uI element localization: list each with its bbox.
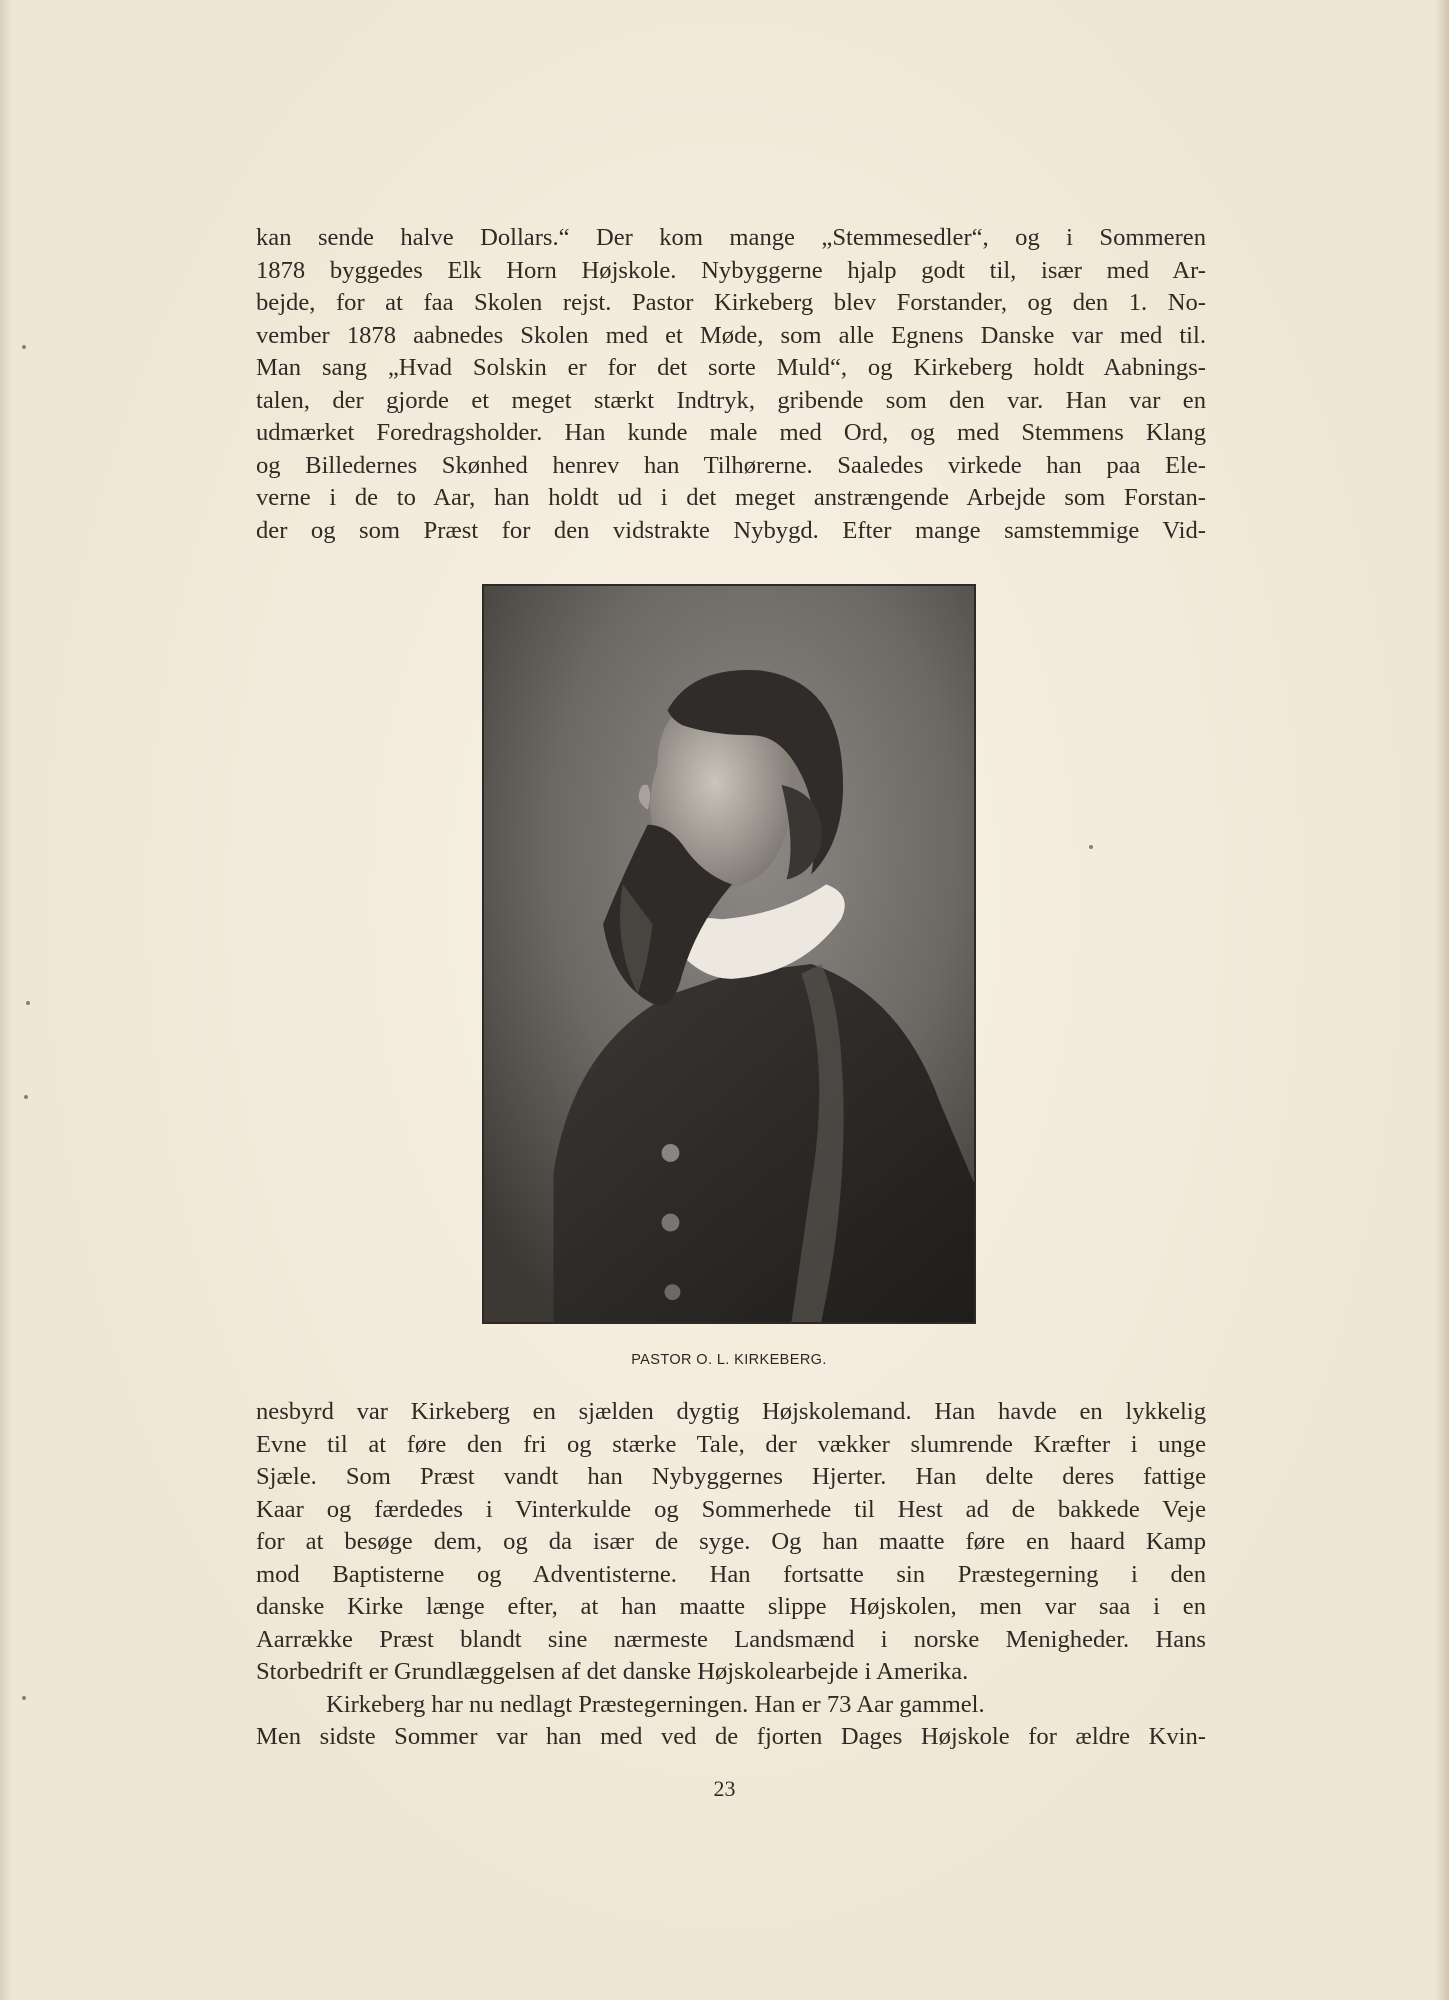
text-line: der og som Præst for den vidstrakte Nybygd. Efter mange samstemmige Vid- xyxy=(256,516,1206,544)
margin-speck xyxy=(24,1095,28,1099)
text-line: Sjæle. Som Præst vandt han Nybyggernes Hjerter. Han delte deres fattige xyxy=(256,1463,1206,1490)
text-line: vember 1878 aabnedes Skolen med et Møde, som alle Egnens Danske var med til. xyxy=(256,321,1206,349)
text-line: Evne til at føre den fri og stærke Tale, der vækker slumrende Kræfter i unge xyxy=(256,1430,1206,1458)
portrait-photo xyxy=(482,584,976,1324)
margin-speck xyxy=(22,345,26,349)
text-line: Man sang „Hvad Solskin er for det sorte Muld“, og Kirkeberg holdt Aabnings- xyxy=(256,354,1206,381)
text-line: bejde, for at faa Skolen rejst. Pastor Kirkeberg blev Forstander, og den 1. No- xyxy=(256,289,1206,316)
page-edge-shadow-right xyxy=(1435,0,1449,2000)
text-line: Men sidste Sommer var han med ved de fjorten Dages Højskole for ældre Kvin- xyxy=(256,1723,1206,1750)
text-line: Storbedrift er Grundlæggelsen af det danske Højskolearbejde i Amerika. xyxy=(256,1658,969,1685)
margin-speck xyxy=(1089,845,1093,849)
text-line: Kaar og færdedes i Vinterkulde og Sommerhede til Hest ad de bakkede Veje xyxy=(256,1495,1206,1523)
text-line: og Billedernes Skønhed henrev han Tilhørerne. Saaledes virkede han paa Ele- xyxy=(256,451,1206,479)
text-line: kan sende halve Dollars.“ Der kom mange „Stemmesedler“, og i Sommeren xyxy=(256,224,1206,251)
text-line: mod Baptisterne og Adventisterne. Han fortsatte sin Præstegerning i den xyxy=(256,1560,1206,1588)
text-line: danske Kirke længe efter, at han maatte slippe Højskolen, men var saa i en xyxy=(256,1593,1206,1620)
text-line: udmærket Foredragsholder. Han kunde male med Ord, og med Stemmens Klang xyxy=(256,419,1206,446)
text-line: 1878 byggedes Elk Horn Højskole. Nybyggerne hjalp godt til, især med Ar- xyxy=(256,256,1206,284)
page-edge-shadow-left xyxy=(0,0,12,2000)
margin-speck xyxy=(26,1001,30,1005)
bottom-paragraph xyxy=(256,1396,1206,1754)
text-line: talen, der gjorde et meget stærkt Indtryk, gribende som den var. Han var en xyxy=(256,386,1206,414)
text-line: Aarrække Præst blandt sine nærmeste Landsmænd i norske Menigheder. Hans xyxy=(256,1625,1206,1653)
text-line: Kirkeberg har nu nedlagt Præstegerningen. Han er 73 Aar gammel. xyxy=(326,1690,985,1718)
photo-caption: PASTOR O. L. KIRKEBERG. xyxy=(631,1352,827,1368)
page-number: 23 xyxy=(713,1776,736,1801)
text-line: for at besøge dem, og da især de syge. Og han maatte føre en haard Kamp xyxy=(256,1528,1206,1555)
text-line: verne i de to Aar, han holdt ud i det meget anstrængende Arbejde som Forstan- xyxy=(256,484,1206,511)
margin-speck xyxy=(22,1696,26,1700)
top-paragraph xyxy=(256,222,1206,547)
text-line: nesbyrd var Kirkeberg en sjælden dygtig Højskolemand. Han havde en lykkelig xyxy=(256,1398,1206,1425)
